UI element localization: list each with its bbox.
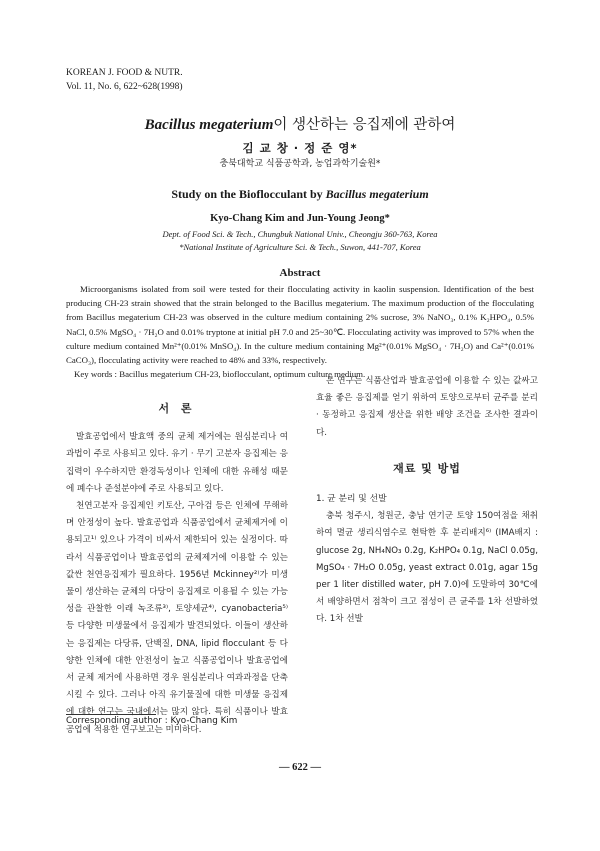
authors-english: Kyo-Chang Kim and Jun-Young Jeong* xyxy=(210,213,390,224)
keywords: Key words : Bacillus megaterium CH-23, bioflocculant, optimum culture medium. xyxy=(74,369,366,380)
title-korean xyxy=(0,113,600,134)
methods-heading: 재료 및 방법 xyxy=(393,461,461,475)
authors-korean: 김 교 창 · 정 준 영* xyxy=(242,141,358,155)
footnote-rule xyxy=(66,714,156,715)
journal-volume: Vol. 11, No. 6, 622~628(1998) xyxy=(66,82,183,92)
affiliation-english-2: *National Institute of Agriculture Sci. & Tech., Suwon, 441-707, Korea xyxy=(179,242,421,252)
abstract-paragraph: Microorganisms isolated from soil were tested for their flocculating activity in kaolin suspension. Identification of the best producing CH-23 strain showed that the strain belonged to the Bacillus megaterium. The maximum production of the flocculating from Bacillus megaterium CH-23 was observed in the culture medium containing 2% sucrose, 3% NaNO₃, 0.1% K₂HPO₄, 0.5% NaCl, 0.5% MgSO₄ · 7H₂O and 0.01% tryptone at initial pH 7.0 and 25~30℃. Flocculating activity was improved to 57% when the culture medium contained Mn²⁺(0.01% MnSO₄). In the culture medium containing Mg²⁺(0.01% MgSO₄ · 7H₂O) and Ca²⁺(0.01% CaCO₃), flocculating activity were reached to 48% and 33%, respectively. xyxy=(66,284,534,366)
intro-paragraph-3: 본 연구는 식품산업과 발효공업에 이용할 수 있는 값싸고 효율 좋은 응집제를 얻기 위하여 토양으로부터 균주를 분리 · 동정하고 응집제 생산을 위한 배양 조건을 조사한 결과이다. xyxy=(316,376,538,438)
intro-heading: 서 론 xyxy=(158,402,196,415)
journal-header xyxy=(66,66,183,94)
affiliation-english-1: Dept. of Food Sci. & Tech., Chungbuk National Univ., Cheongju 360-763, Korea xyxy=(162,229,438,239)
journal-name: KOREAN J. FOOD & NUTR. xyxy=(66,68,183,78)
corresponding-author: Corresponding author : Kyo-Chang Kim xyxy=(66,716,238,726)
page-number: — 622 — xyxy=(279,762,321,773)
abstract-heading: Abstract xyxy=(279,267,321,279)
methods-subheading: 1. 균 분리 및 선발 xyxy=(316,494,387,505)
abstract-body xyxy=(66,282,534,381)
intro-paragraph-2: 천연고분자 응집제인 키토산, 구아검 등은 인체에 무해하며 안정성이 높다. 발효공업과 식품공업에서 균체제거에 이용되고¹⁾ 있으나 가격이 비싸서 제한되어 있는 실정이다. 따라서 식품공업이나 발효공업의 균체제거에 이용할 수 있는 값싼 천연응집제가 필요하다. 1956년 Mckinney²⁾가 미생물이 생산하는 균체의 다당이 응집제로 이용될 수 있는 가능성을 관찰한 이래 녹조류³⁾, 토양세균⁴⁾, cyanobacteria⁵⁾ 등 다양한 미생물에서 응집제가 발견되었다. 이들이 생산하는 응집제는 다당류, 단백질, DNA, lipid flocculant 등 다양한 인체에 대한 안전성이 높고 식품공업이나 발효공업에서 균체 제거에 사용하면 경우 원심분리나 여과과정을 단축시킬 수 있다. 그러나 아직 유기물질에 대한 미생물 응집제에 대한 연구는 국내에서는 많지 않다. 특히 식품이나 발효공업에 적용한 연구보고는 미미하다. xyxy=(66,501,288,735)
title-english-species: Bacillus megaterium xyxy=(325,187,429,201)
affiliation-korean: 충북대학교 식품공학과, 농업과학기술원* xyxy=(219,159,381,169)
intro-paragraph-1: 발효공업에서 발효액 중의 균체 제거에는 원심분리나 여과법이 주로 사용되고 있다. 유기 · 무기 고분자 응집제는 응집력이 우수하지만 환경독성이나 인체에 대한 유해성 때문에 폐수나 준설분야에 주로 사용되고 있다. xyxy=(66,432,288,494)
title-english-main: Study on the Bioflocculant by xyxy=(171,187,326,201)
title-english xyxy=(0,187,600,202)
title-korean-species: Bacillus megaterium xyxy=(144,117,274,133)
methods-paragraph-1: 충북 청주시, 청원군, 충남 연기군 토양 150여점을 채취하여 멸균 생리식염수로 현탁한 후 분리배지⁶⁾ (IMA배지 : glucose 2g, NH₄NO₃ 0.2g, K₂HPO₄ 0.1g, NaCl 0.05g, MgSO₄ · 7H₂O 0.05g, yeast extract 0.01g, agar 15g per 1 liter distilled water, pH 7.0)에 도말하여 30℃에서 배양하면서 점착이 크고 점성이 큰 균주를 1차 선발하였다. 1차 선발 xyxy=(316,511,538,625)
title-korean-rest: 이 생산하는 응집제에 관하여 xyxy=(273,117,456,133)
column-right xyxy=(316,373,538,629)
